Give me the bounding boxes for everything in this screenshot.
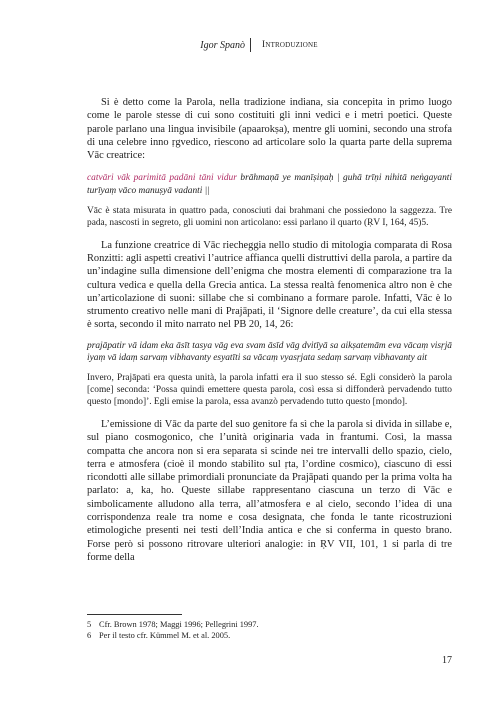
translation-2: Invero, Prajāpati era questa unità, la parola infatti era il suo stesso sé. Egli considerò la parola [come] seconda: ‘Possa quindi emettere questa parola, così essa si diffonderà pervadendo tutto questo [mondo]’. Egli emise la parola, essa avanzò pervadendo tutto questo [mondo].	[87, 372, 452, 407]
header-section-title: Introduzione	[262, 40, 318, 50]
sanskrit-quote-1	[87, 172, 452, 196]
sanskrit-quote-2: prajāpatir vā idam eka āsīt tasya vāg eva svam āsīd vāg dvitīyā sa aikṣatemām eva vācaṃ visṛjā iyaṃ vā idaṃ sarvaṃ vibhavanty esyatīti sa vācaṃ vyasṛjata sedaṃ sarvaṃ vibhavanty ait	[87, 340, 452, 363]
paragraph-2: La funzione creatrice di Vāc riecheggia nello studio di mitologia comparata di Rosa Ronzitti: agli aspetti creativi l’autrice affianca quelli distruttivi della parola, a partire da un’indagine sulla dimensione dell’enigma che mostra elementi di comparazione tra la cultura vedica e quella della Grecia antica. La stessa realtà fenomenica altro non è che un’articolazione di suoni: sillabe che si combinano a formare parole. Infatti, Vāc è lo strumento creativo nelle mani di Prajāpati, il ‘Signore delle creature’, da cui ella stessa è sorta, secondo il mito narrato nel PB 20, 14, 26:	[87, 239, 452, 331]
highlighted-transliteration: catvāri vāk parimitā padāni tāni vidur	[87, 173, 237, 184]
sanskrit-quote-1-rest: brāhmaṇā ye manīṣiṇaḥ | guhā trīṇi nihitā neṅgayanti turīyaṃ vāco manuṣyā vadanti ||	[87, 173, 452, 196]
header-separator	[250, 38, 251, 52]
paragraph-1: Si è detto come la Parola, nella tradizione indiana, sia concepita in primo luogo come le parole stesse di cui sono costituiti gli inni vedici e i metri poetici. Queste parole parlano una lingua invisibile (apaarokṣa), mentre gli uomini, secondo una strofa di una celebre inno ṛgvedico, riescono ad articolare solo la quarta parte della suprema Vāc creatrice:	[87, 97, 452, 162]
running-header	[0, 40, 496, 56]
footnote-5: 5 Cfr. Brown 1978; Maggi 1996; Pellegrini 1997.	[87, 620, 259, 629]
main-text	[87, 96, 452, 564]
paragraph-3: L’emissione di Vāc da parte del suo genitore fa sì che la parola si divida in sillabe e, sul piano cosmogonico, che l’unità originaria vada in frantumi. Così, la massa compatta che ancora non si era separata si scinde nei tre intervalli dello spazio, cielo, terra e atmosfera (cioè il mondo stabilito sul ṛta, l’ordine cosmico), ciascuno di essi ricondotti alle sillabe primordiali pronunciate da Prajāpati quando per la prima volta ha parlato: a, ka, ho. Queste sillabe rappresentano ciascuna un terzo di Vāc e simbolicamente alludono alla terra, all’atmosfera e al cielo, secondo l’idea di una corrispondenza reale tra nome e cosa designata, che fonda le tante ricostruzioni etimologiche presenti nei testi dell’India antica e che si conferma in questo brano. Forse però si possono ritrovare ulteriori analogie: in ṚV VII, 101, 1 si parla di tre forme della	[87, 418, 452, 563]
footnotes	[87, 614, 452, 641]
footnote-rule	[87, 614, 182, 615]
header-author: Igor Spanò	[200, 40, 245, 51]
footnote-6: 6 Per il testo cfr. Kümmel M. et al. 2005.	[87, 630, 231, 640]
page-number: 17	[442, 655, 452, 666]
translation-1: Vāc è stata misurata in quattro pada, conosciuti dai brahmani che possiedono la saggezza. Tre pada, nascosti in segreto, gli uomini non articolano: essi parlano il quarto (ṚV I, 164, 45)5.	[87, 205, 452, 228]
